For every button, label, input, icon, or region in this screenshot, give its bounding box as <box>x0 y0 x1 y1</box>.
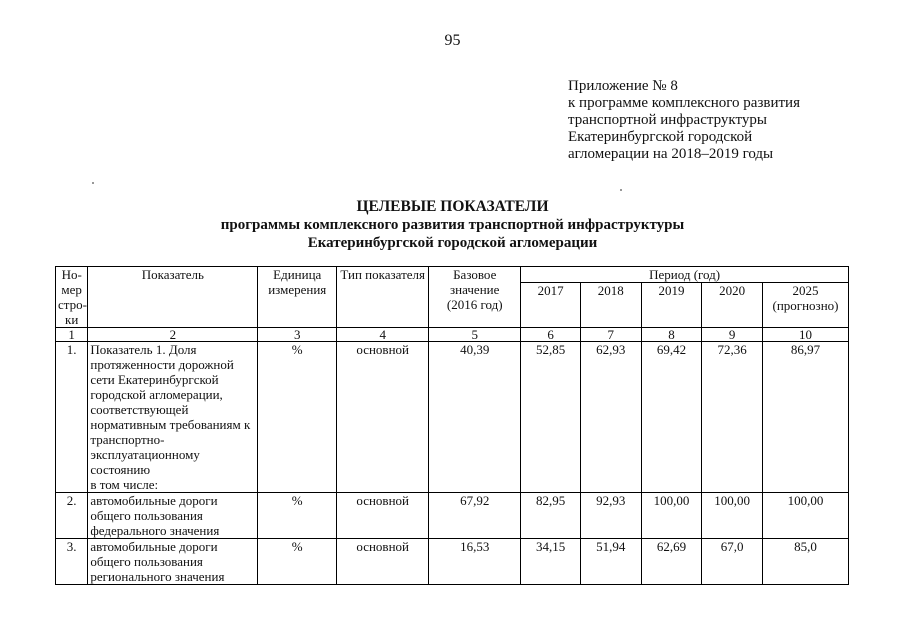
base-value: 16,53 <box>429 539 521 585</box>
type-cell: основной <box>337 493 429 539</box>
scan-speck <box>92 182 94 184</box>
header-year: 2019 <box>641 283 702 328</box>
value-2017: 34,15 <box>521 539 581 585</box>
header-unit-text: Единица измерения <box>268 267 327 297</box>
header-indicator: Показатель <box>88 267 258 328</box>
header-type: Тип показателя <box>337 267 429 328</box>
column-index: 10 <box>762 328 848 342</box>
value-2020: 100,00 <box>702 493 763 539</box>
value-2025: 86,97 <box>762 342 848 493</box>
header-year <box>762 283 848 328</box>
appendix-line: Приложение № 8 <box>568 78 678 94</box>
indicators-table <box>55 266 849 585</box>
header-year: 2018 <box>580 283 641 328</box>
header-base <box>429 267 521 328</box>
indicator-name-text: Показатель 1. Доля протяженности дорожной сети Екатеринбургской городской агломерации, соответствующей нормативным требованиям к транспортно-эксплуатационному состоянию в том числе: <box>90 342 251 492</box>
appendix-line: Екатеринбургской городской <box>568 129 753 145</box>
appendix-line: транспортной инфраструктуры <box>568 112 767 128</box>
indicator-name: автомобильные дороги общего пользования регионального значения <box>88 539 258 585</box>
type-cell: основной <box>337 539 429 585</box>
header-row-number-text: Но- мер стро- ки <box>58 267 87 327</box>
scan-speck <box>620 189 622 191</box>
header-year: 2017 <box>521 283 581 328</box>
value-2020: 72,36 <box>702 342 763 493</box>
header-base-text: Базовое значение (2016 год) <box>446 267 503 312</box>
row-number: 1. <box>56 342 88 493</box>
column-index: 9 <box>702 328 763 342</box>
row-number: 2. <box>56 493 88 539</box>
header-year: 2020 <box>702 283 763 328</box>
column-index: 1 <box>56 328 88 342</box>
header-row-number <box>56 267 88 328</box>
unit-cell: % <box>258 342 337 493</box>
appendix-note <box>568 78 898 163</box>
unit-cell: % <box>258 493 337 539</box>
value-2025: 85,0 <box>762 539 848 585</box>
value-2018: 51,94 <box>580 539 641 585</box>
column-index: 8 <box>641 328 702 342</box>
appendix-line: к программе комплексного развития <box>568 95 800 111</box>
appendix-line: агломерации на 2018–2019 годы <box>568 146 774 162</box>
column-index: 2 <box>88 328 258 342</box>
table-row <box>56 342 849 493</box>
value-2017: 82,95 <box>521 493 581 539</box>
value-2017: 52,85 <box>521 342 581 493</box>
value-2019: 69,42 <box>641 342 702 493</box>
column-index: 4 <box>337 328 429 342</box>
indicator-name <box>88 342 258 493</box>
title-main: ЦЕЛЕВЫЕ ПОКАЗАТЕЛИ <box>356 198 549 215</box>
title-subtitle-2: Екатеринбургской городской агломерации <box>307 235 598 251</box>
column-index-row <box>56 328 849 342</box>
value-2019: 100,00 <box>641 493 702 539</box>
type-cell: основной <box>337 342 429 493</box>
value-2020: 67,0 <box>702 539 763 585</box>
table-row <box>56 539 849 585</box>
title-subtitle-1: программы комплексного развития транспортной инфраструктуры <box>220 217 685 233</box>
unit-cell: % <box>258 539 337 585</box>
value-2025: 100,00 <box>762 493 848 539</box>
column-index: 3 <box>258 328 337 342</box>
header-year-2025-text: 2025 (прогнозно) <box>772 283 839 313</box>
base-value: 67,92 <box>429 493 521 539</box>
row-number: 3. <box>56 539 88 585</box>
header-unit <box>258 267 337 328</box>
column-index: 6 <box>521 328 581 342</box>
indicator-name: автомобильные дороги общего пользования федерального значения <box>88 493 258 539</box>
page-number: 95 <box>444 32 461 49</box>
base-value: 40,39 <box>429 342 521 493</box>
table-row <box>56 493 849 539</box>
column-index: 5 <box>429 328 521 342</box>
value-2018: 92,93 <box>580 493 641 539</box>
value-2018: 62,93 <box>580 342 641 493</box>
value-2019: 62,69 <box>641 539 702 585</box>
header-period: Период (год) <box>521 267 849 283</box>
column-index: 7 <box>580 328 641 342</box>
document-title <box>0 198 905 252</box>
